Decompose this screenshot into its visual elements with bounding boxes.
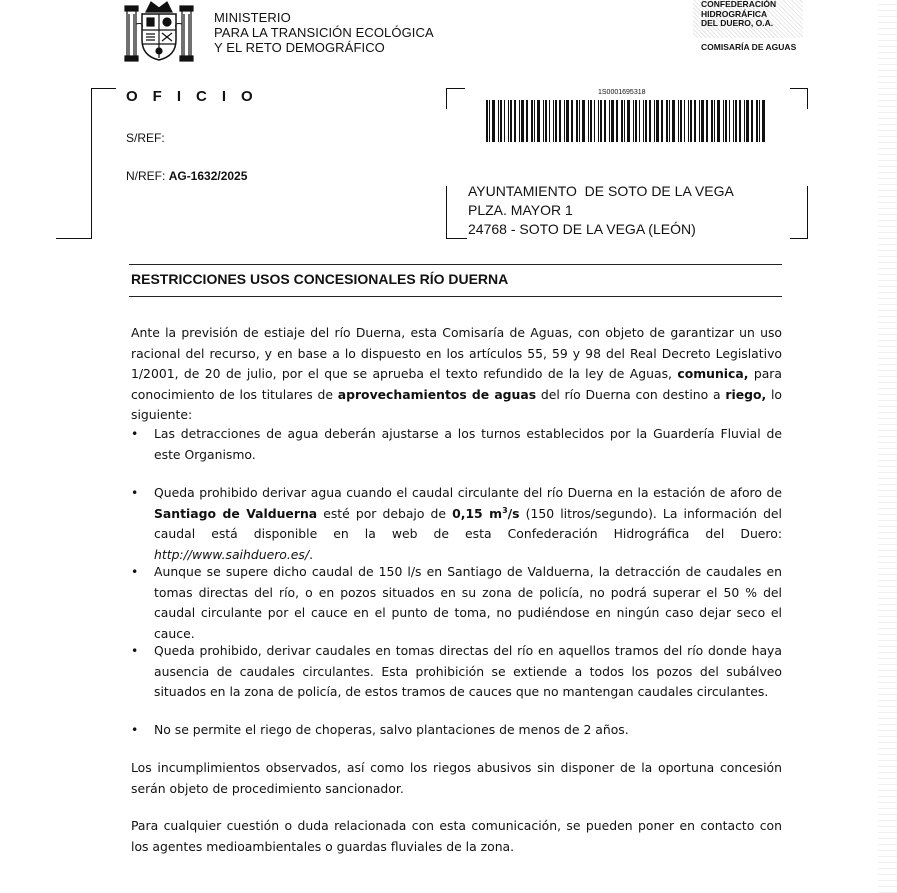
barcode-bar <box>633 100 634 142</box>
ministry-line: PARA LA TRANSICIÓN ECOLÓGICA <box>214 25 434 40</box>
barcode-bar <box>534 100 535 142</box>
bullet-symbol: • <box>131 722 139 737</box>
barcode-bar <box>624 100 625 142</box>
barcode-bar <box>600 100 602 142</box>
barcode-bar <box>579 100 580 142</box>
barcode-bar <box>553 100 554 142</box>
subject-heading: RESTRICCIONES USOS CONCESIONALES RÍO DUERNA <box>131 271 509 287</box>
barcode-bar <box>701 100 704 142</box>
intro-text: del río Duerna con destino a <box>536 386 726 402</box>
intro-paragraph <box>131 323 782 426</box>
barcode-bar <box>666 100 668 142</box>
barcode-bar <box>609 100 610 142</box>
edge-texture <box>878 0 897 893</box>
barcode-bar <box>688 100 689 142</box>
list-item-text: No se permite el riego de choperas, salvo plantaciones de menos de 2 años. <box>154 722 629 737</box>
barcode-bar <box>519 100 520 142</box>
recipient-address <box>468 182 734 239</box>
barcode-bar <box>654 100 655 142</box>
our-reference-value: AG-1632/2025 <box>168 169 248 183</box>
barcode-bar <box>576 100 578 142</box>
barcode-bar <box>594 100 595 142</box>
intro-bold: riego, <box>725 386 767 402</box>
barcode-bar <box>549 100 550 142</box>
agency-name <box>701 0 776 29</box>
barcode-bar <box>616 100 618 142</box>
address-line: AYUNTAMIENTO DE SOTO DE LA VEGA <box>468 183 734 199</box>
barcode-bar <box>627 100 630 142</box>
list-item <box>131 641 782 703</box>
address-bracket-right <box>790 186 808 239</box>
barcode-bar <box>504 100 505 142</box>
barcode-bar <box>762 100 765 142</box>
barcode-bar <box>543 100 544 142</box>
barcode-bar <box>645 100 647 142</box>
barcode-bar <box>643 100 644 142</box>
ministry-line: Y EL RETO DEMOGRÁFICO <box>214 40 385 55</box>
list-item <box>131 720 782 741</box>
barcode-bar <box>508 100 509 142</box>
barcode-bar <box>672 100 675 142</box>
barcode-bar <box>739 100 741 142</box>
address-line: PLZA. MAYOR 1 <box>468 202 573 218</box>
barcode-bar <box>690 100 692 142</box>
document-type: OFICIO <box>126 88 268 105</box>
address-line: 24768 - SOTO DE LA VEGA (LEÓN) <box>468 221 696 237</box>
barcode-bar <box>751 100 753 142</box>
barcode-bar <box>537 100 540 142</box>
barcode-bar <box>746 100 749 142</box>
barcode-bar <box>639 100 640 142</box>
intro-bold: comunica, <box>677 366 749 381</box>
intro-text: lo siguiente: <box>131 386 782 422</box>
agency-line: HIDROGRÁFICA <box>701 8 768 19</box>
ministry-line: MINISTERIO <box>214 10 291 25</box>
barcode-bar <box>559 100 561 142</box>
barcode-bar <box>545 100 547 142</box>
intro-text: para conocimiento de los titulares de <box>131 366 782 402</box>
subject-rule-bottom <box>129 296 782 297</box>
list-item <box>131 562 782 644</box>
closing-paragraph-sanctions: Los incumplimientos observados, así como los riegos abusivos sin disponer de la oportuna concesión serán objeto de procedimiento sancionador. <box>131 760 782 796</box>
barcode-bar <box>621 100 623 142</box>
barcode-bracket-right <box>790 88 808 109</box>
our-reference <box>126 169 247 183</box>
barcode-bar <box>531 100 533 142</box>
list-item <box>131 424 782 465</box>
list-item <box>131 483 782 565</box>
barcode-bar <box>588 100 589 142</box>
sender-reference-label: S/REF: <box>126 131 165 145</box>
subject-rule-top <box>129 264 782 265</box>
reference-bracket-tail <box>56 238 92 239</box>
barcode-bar <box>500 100 502 142</box>
bullet-symbol: • <box>131 643 139 658</box>
barcode-bar <box>725 100 727 142</box>
barcode-bar <box>514 100 516 142</box>
barcode-bar <box>486 100 488 142</box>
barcode-bar <box>678 100 679 142</box>
barcode-bar <box>744 100 745 142</box>
list-item-text: Queda prohibido derivar agua cuando el caudal circulante del río Duerna en la estación de aforo de Santiago de Valduerna esté por debajo de 0,15 $m^3/s$ (150 litros/segundo). La información del caudal está disponible en la web de esta Confederación Hidrográfica del Duero: http://www.saihduero.es/. <box>154 485 782 562</box>
barcode-bar <box>566 100 569 142</box>
our-reference-label: N/REF: <box>126 169 166 183</box>
bullet-symbol: • <box>131 564 139 579</box>
intro-text: Ante la previsión de estiaje del río Duerna, esta Comisaría de Aguas, con objeto de garantizar un uso racional del recurso, y en base a lo dispuesto en los artículos 55, 59 y 98 del Real Decreto Legislativo 1/2001, de 20 de julio, por el que se aprueba el texto refundido de la ley de Aguas, <box>131 325 782 381</box>
intro-bold: aprovechamientos de aguas <box>337 386 537 402</box>
barcode-bar <box>611 100 614 142</box>
bullet-symbol: • <box>131 485 139 500</box>
barcode-bar <box>656 100 659 142</box>
department-name: COMISARÍA DE AGUAS <box>701 42 797 52</box>
list-item-text: Las detracciones de agua deberán ajustarse a los turnos establecidos por la Guardería Fluvial de este Organismo. <box>154 426 782 462</box>
barcode-bar <box>706 100 708 142</box>
barcode-bar <box>735 100 737 142</box>
barcode-bar <box>711 100 713 142</box>
spain-coat-of-arms-icon <box>124 0 208 66</box>
barcode-bar <box>582 100 585 142</box>
barcode-bar <box>526 100 528 142</box>
barcode-bar <box>564 100 565 142</box>
barcode-bar <box>756 100 758 142</box>
barcode-bar <box>598 100 599 142</box>
barcode-bar <box>649 100 651 142</box>
barcode-bar <box>590 100 592 142</box>
bullet-symbol: • <box>131 426 139 441</box>
barcode-bar <box>489 100 490 142</box>
barcode-bar <box>492 100 495 142</box>
barcode <box>486 100 766 142</box>
barcode-bar <box>669 100 670 142</box>
list-item-text: Queda prohibido, derivar caudales en tomas directas del río en aquellos tramos del río donde haya ausencia de caudales circulantes. Esta prohibición se extiende a todos los pozos del subálveo situados en la zona de policía, de estos tramos de cauces que no mantengan caudales circulantes. <box>154 643 782 699</box>
barcode-bar <box>498 100 499 142</box>
agency-line: DEL DUERO, O.A. <box>701 18 774 28</box>
address-bracket-left <box>446 186 467 239</box>
barcode-number: 1S0001695318 <box>598 89 646 96</box>
ministry-name <box>214 10 434 55</box>
list-item-text: Aunque se supere dicho caudal de 150 l/s en Santiago de Valduerna, la detracción de caudales en tomas directas del río, o en pozos situados en su zona de policía, no podrá superar el 50 % del caudal circulante por el cauce en el punto de toma, no pudiéndose en ningún caso dejar seco el cauce. <box>154 564 782 641</box>
barcode-bar <box>521 100 524 142</box>
barcode-bar <box>729 100 730 142</box>
barcode-bar <box>555 100 557 142</box>
barcode-bar <box>684 100 685 142</box>
barcode-bar <box>604 100 606 142</box>
barcode-bar <box>699 100 700 142</box>
barcode-bar <box>571 100 573 142</box>
barcode-bar <box>759 100 760 142</box>
barcode-bar <box>717 100 720 142</box>
barcode-bracket-left <box>446 88 465 109</box>
barcode-bar <box>510 100 512 142</box>
barcode-bar <box>723 100 724 142</box>
reference-bracket <box>91 88 116 239</box>
barcode-bar <box>680 100 682 142</box>
barcode-bar <box>694 100 696 142</box>
agency-line: CONFEDERACIÓN <box>701 0 777 9</box>
barcode-bar <box>714 100 715 142</box>
barcode-bar <box>733 100 734 142</box>
closing-paragraph-contact: Para cualquier cuestión o duda relacionada con esta comunicación, se pueden poner en contacto con los agentes medioambientales o guardas fluviales de la zona. <box>131 818 782 854</box>
barcode-bar <box>635 100 637 142</box>
barcode-bar <box>661 100 663 142</box>
